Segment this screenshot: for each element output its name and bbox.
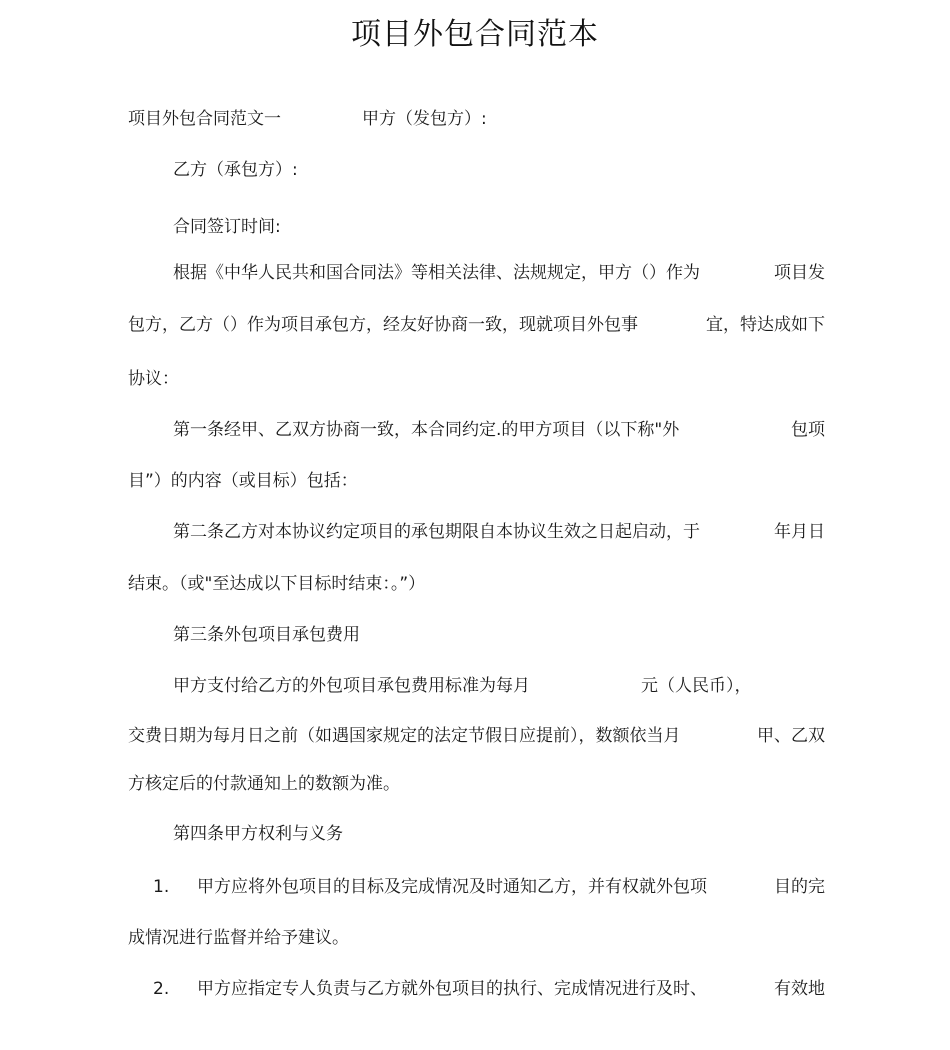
text-segment: 甲方应指定专人负责与乙方就外包项目的执行、完成情况进行及时、 <box>197 979 707 999</box>
list-number: 1. <box>153 877 170 897</box>
paragraph-line: 协议： <box>128 369 179 389</box>
doc-heading-line: 项目外包合同范文一 <box>128 109 281 129</box>
text-segment: 第二条乙方对本协议约定项目的承包期限自本协议生效之日起启动，于 <box>173 522 700 542</box>
document-title: 项目外包合同范本 <box>351 17 599 52</box>
text-segment: 交费日期为每月日之前（如遇国家规定的法定节假日应提前），数额依当月 <box>128 726 681 746</box>
article-3-heading: 第三条外包项目承包费用 <box>173 625 360 645</box>
text-segment: 宜，特达成如下 <box>706 315 825 335</box>
paragraph-line: 目”）的内容（或目标）包括： <box>128 471 358 491</box>
text-segment: 根据《中华人民共和国合同法》等相关法律、法规规定，甲方（）作为 <box>173 263 700 283</box>
text-segment: 包项 <box>791 420 825 440</box>
text-segment: 甲、乙双 <box>757 726 825 746</box>
list-number: 2. <box>153 979 170 999</box>
paragraph-line <box>128 725 825 747</box>
paragraph-line <box>173 262 825 284</box>
article-1-line <box>173 419 825 441</box>
text-segment: 目的完 <box>774 877 825 897</box>
list-item-line <box>197 876 825 898</box>
text-segment: 包方，乙方（）作为项目承包方，经友好协商一致，现就项目外包事 <box>128 315 638 335</box>
article-4-heading: 第四条甲方权利与义务 <box>173 824 343 844</box>
text-segment: 甲方应将外包项目的目标及完成情况及时通知乙方，并有权就外包项 <box>197 877 707 897</box>
text-segment: 年月日 <box>774 522 825 542</box>
paragraph-line: 结束。（或"至达成以下目标时结束：。”） <box>128 574 426 594</box>
party-b-label: 乙方（承包方）: <box>173 160 298 180</box>
text-segment: 项目发 <box>774 263 825 283</box>
paragraph-line: 方核定后的付款通知上的数额为准。 <box>128 774 400 794</box>
currency-text: 元（人民币）， <box>641 676 752 696</box>
paragraph-line: 甲方支付给乙方的外包项目承包费用标准为每月 <box>173 676 530 696</box>
signing-date-label: 合同签订时间: <box>173 217 281 237</box>
party-a-label: 甲方（发包方）: <box>362 109 487 129</box>
paragraph-line: 成情况进行监督并给予建议。 <box>128 928 349 948</box>
text-segment: 第一条经甲、乙双方协商一致，本合同约定.的甲方项目（以下称"外 <box>173 420 680 440</box>
article-2-line <box>173 521 825 543</box>
text-segment: 有效地 <box>774 979 825 999</box>
list-item-line <box>197 978 825 1000</box>
paragraph-line <box>128 314 825 336</box>
